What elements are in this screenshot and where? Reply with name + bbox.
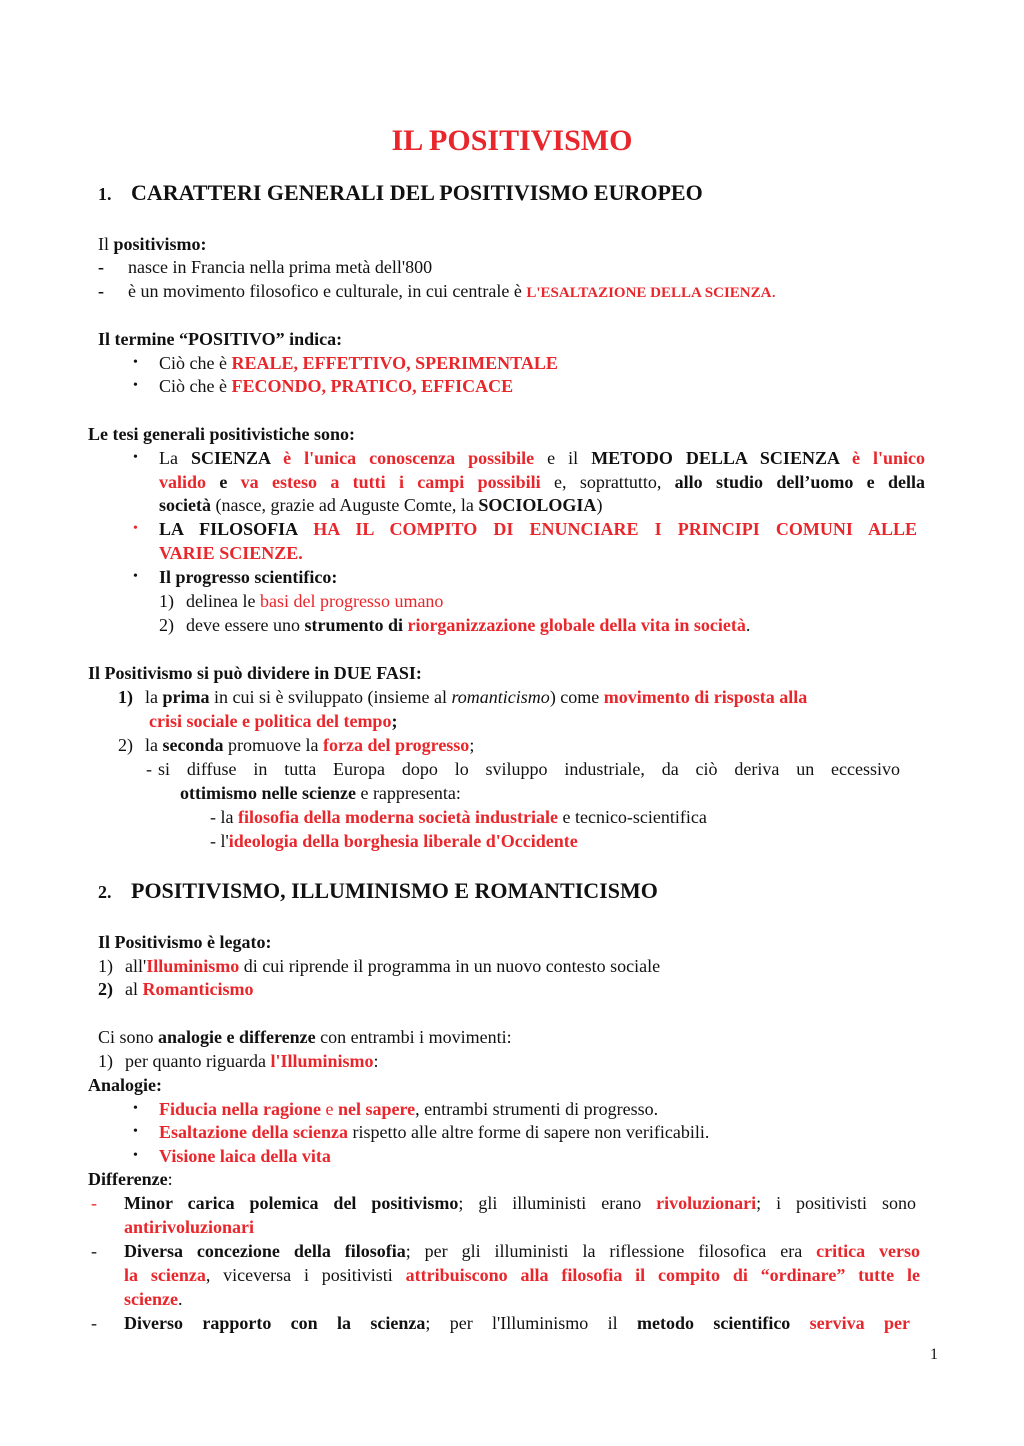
- analogie-intro: Ci sono analogie e differenze con entrambi i movimenti:: [98, 1027, 512, 1047]
- page-number: 1: [930, 1346, 938, 1363]
- fasi-heading: Il Positivismo si può dividere in DUE FASI:: [88, 663, 422, 683]
- page-title: IL POSITIVISMO: [391, 124, 633, 157]
- dash-marker: -: [146, 759, 152, 779]
- bullet-icon: •: [133, 1148, 138, 1163]
- dash-marker: -: [98, 257, 104, 277]
- numbered-item: 1) per quanto riguarda l'Illuminismo:: [98, 1051, 379, 1071]
- list-item: Fiducia nella ragione e nel sapere, entrambi strumenti di progresso.: [159, 1099, 659, 1119]
- list-item: Esaltazione della scienza rispetto alle altre forme di sapere non verificabili.: [159, 1122, 710, 1142]
- legato-heading: Il Positivismo è legato:: [98, 932, 272, 952]
- sub-sub-item: - l'ideologia della borghesia liberale d'Occidente: [210, 831, 578, 851]
- numbered-item: 2) al Romanticismo: [98, 979, 254, 999]
- tesi-heading: Le tesi generali positivistiche sono:: [88, 424, 355, 444]
- sub-item-cont: ottimismo nelle scienze e rappresenta:: [180, 783, 461, 803]
- tesi-item-cont: valido e va esteso a tutti i campi possibili e, soprattutto, allo studio dell’uomo e della: [159, 472, 925, 492]
- list-item: Visione laica della vita: [159, 1146, 331, 1166]
- list-item: è un movimento filosofico e culturale, in cui centrale è L'ESALTAZIONE DELLA SCIENZA.: [128, 281, 776, 301]
- tesi-item-cont: società (nasce, grazie ad Auguste Comte, la SOCIOLOGIA): [159, 495, 603, 515]
- diff-item-cont: antirivoluzionari: [124, 1217, 254, 1237]
- dash-marker: -: [91, 1241, 97, 1261]
- bullet-icon: •: [133, 569, 138, 584]
- diff-item-cont: scienze.: [124, 1289, 183, 1309]
- tesi-item: Il progresso scientifico:: [159, 567, 338, 587]
- diff-item-cont: la scienza, viceversa i positivisti attribuiscono alla filosofia il compito di “ordinare” tutte le: [124, 1265, 920, 1285]
- section-2-heading: [98, 880, 658, 903]
- sub-sub-item: - la filosofia della moderna società industriale e tecnico-scientifica: [210, 807, 707, 827]
- diff-item: Diverso rapporto con la scienza; per l'Illuminismo il metodo scientifico serviva per: [124, 1313, 910, 1333]
- bullet-icon: •: [133, 450, 138, 465]
- section-title: CARATTERI GENERALI DEL POSITIVISMO EUROPEO: [131, 180, 703, 205]
- tesi-item: La SCIENZA è l'unica conoscenza possibile e il METODO DELLA SCIENZA è l'unico: [159, 448, 926, 468]
- bullet-icon: •: [133, 355, 138, 370]
- section-number: 1.: [98, 184, 112, 204]
- analogie-heading: Analogie:: [88, 1075, 162, 1095]
- bullet-icon: •: [133, 378, 138, 393]
- dash-marker: -: [98, 281, 104, 301]
- numbered-item: 1) all'Illuminismo di cui riprende il programma in un nuovo contesto sociale: [98, 956, 661, 976]
- numbered-item: 2) deve essere uno strumento di riorganizzazione globale della vita in società.: [159, 615, 751, 635]
- tesi-item-cont: VARIE SCIENZE.: [159, 543, 303, 563]
- intro-line: Il positivismo:: [98, 234, 207, 254]
- diff-item: Minor carica polemica del positivismo; gli illuministi erano rivoluzionari; i positivisti sono: [124, 1193, 916, 1213]
- section-title: POSITIVISMO, ILLUMINISMO E ROMANTICISMO: [131, 878, 658, 903]
- dash-marker: -: [91, 1313, 97, 1333]
- numbered-item: 2) la seconda promuove la forza del progresso;: [118, 735, 475, 755]
- bullet-icon: •: [133, 1124, 138, 1139]
- section-number: 2.: [98, 882, 112, 902]
- bullet-icon: •: [133, 521, 138, 536]
- numbered-item: 1) delinea le basi del progresso umano: [159, 591, 444, 611]
- list-item: Ciò che è FECONDO, PRATICO, EFFICACE: [159, 376, 514, 396]
- numbered-item: 1) la prima in cui si è sviluppato (insieme al romanticismo) come movimento di risposta alla: [118, 687, 808, 707]
- bullet-icon: •: [133, 1101, 138, 1116]
- list-item: Ciò che è REALE, EFFETTIVO, SPERIMENTALE: [159, 353, 558, 373]
- section-1-heading: [98, 182, 703, 205]
- dash-marker: -: [91, 1193, 97, 1213]
- list-item: nasce in Francia nella prima metà dell'800: [128, 257, 433, 277]
- differenze-heading: Differenze:: [88, 1169, 173, 1189]
- diff-item: Diversa concezione della filosofia; per gli illuministi la riflessione filosofica era critica verso: [124, 1241, 921, 1261]
- numbered-item-cont: crisi sociale e politica del tempo;: [149, 711, 398, 731]
- sub-item: si diffuse in tutta Europa dopo lo sviluppo industriale, da ciò deriva un eccessivo: [158, 759, 900, 779]
- tesi-item: LA FILOSOFIA HA IL COMPITO DI ENUNCIARE I PRINCIPI COMUNI ALLE: [159, 519, 918, 539]
- termine-heading: Il termine “POSITIVO” indica:: [98, 329, 343, 349]
